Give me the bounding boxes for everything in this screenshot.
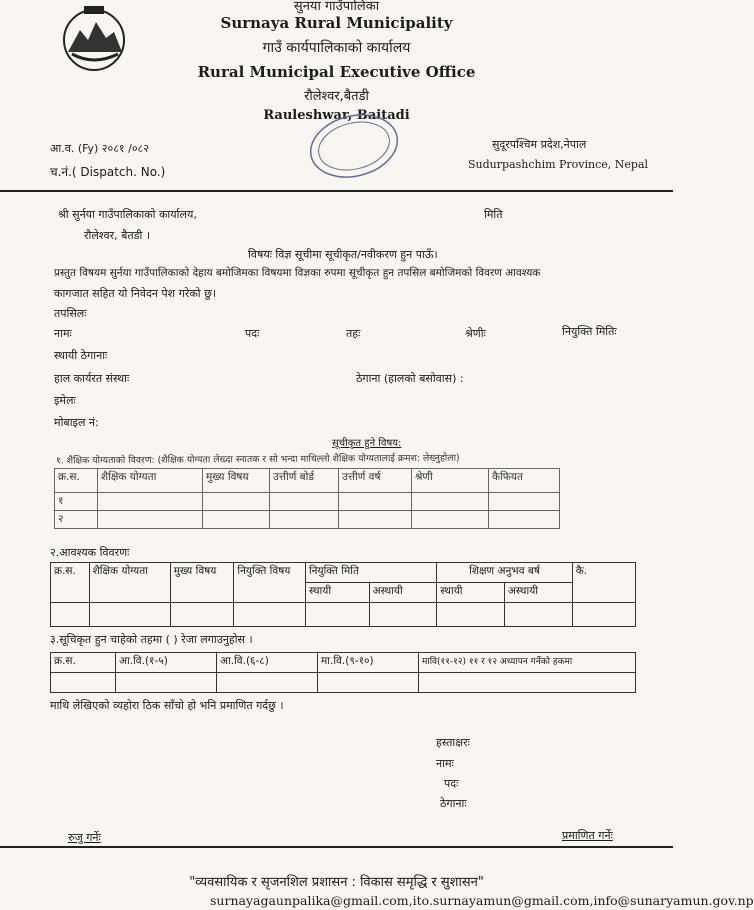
sign-label: हस्ताक्षरः — [436, 736, 470, 749]
sec2-h-sn: क्र.स. — [51, 563, 90, 603]
sec1-h-division: श्रेणी — [412, 469, 489, 493]
office-en: Rural Municipal Executive Office — [197, 63, 476, 81]
location-np: रौलेश्वर,बैतडी — [304, 89, 369, 104]
sec2-title: २.आवश्यक विवरणः — [50, 546, 130, 559]
sec3-title: ३.सूचिकृत हुन चाहेको तहमा ( ) रेजा लगाउनुहोस । — [50, 633, 253, 646]
to-line-2: रौलेश्वर, बैतडी । — [84, 229, 151, 242]
subject: विषयः विज्ञ सूचीमा सूचीकृत/नवीकरण हुन पाऊँ। — [248, 248, 438, 261]
sec3-h-secondary-11-12: मावि(११-१२) ११ र १२ अध्यापन गर्नेको हकमा — [419, 653, 636, 673]
name-label: नामः — [54, 327, 72, 340]
fiscal-year: आ.व. (Fy) २०८१ /०८२ — [50, 142, 149, 155]
class-label: श्रेणीः — [465, 327, 486, 340]
sec2-table — [50, 562, 636, 627]
sec1-title: १. शैक्षिक योग्यताको विवरण: (शैक्षिक योग्यता लेख्दा स्नातक र सो भन्दा माथिल्लो शैक्षिक योग्यतालाई क्रमश: लेख्नुहोला) — [55, 452, 460, 467]
section-title: सूचीकृत हुने विषय: — [332, 438, 402, 449]
municipality-np: सुनया गाउँपालिका — [293, 0, 380, 14]
email-label: इमेलः — [54, 394, 76, 407]
table-row — [51, 673, 636, 693]
footer-emails: surnayagaunpalika@gmail.com,ito.surnayamun@gmail.com,info@sunaryamun.gov.np — [210, 893, 754, 908]
sec1-h-year: उत्तीर्ण वर्ष — [339, 469, 412, 493]
location-en: Rauleshwar, Baitadi — [263, 108, 410, 123]
current-address-label: ठेगाना (हालको बसोवास) : — [356, 372, 464, 385]
municipality-en: Surnaya Rural Municipality — [220, 14, 453, 32]
sec3-h-basic-6-8: आ.वि.(६-८) — [217, 653, 318, 673]
office-stamp — [306, 112, 402, 180]
sign-post-label: पदः — [444, 777, 459, 790]
para-line-2: कागजात सहित यो निवेदन पेश गरेको छु। — [54, 287, 216, 300]
mobile-label: मोबाइल नं: — [54, 416, 99, 429]
footer-divider — [0, 846, 673, 848]
sec2-sub-perm-1: स्थायी — [305, 583, 369, 603]
tapasil: तपसिलः — [54, 307, 87, 320]
to-line-1: श्री सुर्नया गाउँपालिकाको कार्यालय, — [58, 208, 197, 221]
province-en: Sudurpashchim Province, Nepal — [468, 158, 649, 171]
sec3-h-basic-1-5: आ.वि.(१-५) — [116, 653, 217, 673]
sec2-sub-perm-2: स्थायी — [437, 583, 505, 603]
certified-by: प्रमाणित गर्नेः — [562, 829, 613, 842]
para-line-1: प्रस्तुत विषयम सुर्नया गाउँपालिकाको देहाय बमोजिमका विषयमा विज्ञका रुपमा सूचीकृत हुन तपसिल बमोजिमको विवरण आवश्यक — [54, 267, 541, 279]
post-label: पदः — [245, 327, 260, 340]
current-org-label: हाल कार्यरत संस्थाः — [54, 372, 130, 385]
sec2-h-qual: शैक्षिक योग्यता — [89, 563, 170, 603]
sec1-h-sn: क्र.स. — [55, 469, 98, 493]
sec1-h-remarks: कैफियत — [489, 469, 560, 493]
checked-by: रुजु गर्नेः — [68, 831, 101, 844]
header-divider — [0, 190, 673, 192]
sec2-h-remarks: कै. — [572, 563, 635, 603]
office-np: गाउँ कार्यपालिकाको कार्यालय — [262, 40, 411, 56]
certify-text: माथि लेखिएको व्यहोरा ठिक साँचो हो भनि प्रमाणित गर्दछु । — [50, 699, 284, 712]
dispatch-no: च.नं.( Dispatch. No.) — [50, 165, 166, 179]
sec2-h-experience: शिक्षण अनुभव बर्ष — [437, 563, 572, 583]
sec1-h-board: उत्तीर्ण बोर्ड — [270, 469, 339, 493]
sec1-row-1: १ — [55, 493, 98, 511]
sign-name-label: नामः — [436, 757, 454, 770]
sign-address-label: ठेगानाः — [440, 797, 467, 810]
sec1-row-2: २ — [55, 511, 98, 529]
sec2-h-subject: मुख्य विषय — [170, 563, 234, 603]
table-row — [51, 603, 636, 627]
slogan: "व्यवसायिक र सृजनशिल प्रशासन : विकास समृद्धि र सुशासन" — [189, 875, 484, 890]
table-row — [55, 493, 560, 511]
sec1-h-subject: मुख्य विषय — [203, 469, 270, 493]
sec2-h-appoint-subject: नियुक्ति विषय — [234, 563, 306, 603]
sec3-h-sn: क्र.स. — [51, 653, 116, 673]
table-row — [55, 511, 560, 529]
appoint-date-label: नियुक्ति मितिः — [562, 325, 617, 338]
level-label: तहः — [346, 327, 361, 340]
sec1-table — [54, 468, 560, 529]
sec2-sub-temp-1: अस्थायी — [369, 583, 437, 603]
sec3-h-secondary-9-10: मा.वि.(९-१०) — [318, 653, 419, 673]
sec3-table — [50, 652, 636, 693]
date-label: मिति — [484, 208, 503, 221]
province-np: सुदूरपश्चिम प्रदेश,नेपाल — [492, 138, 587, 151]
sec2-h-appoint-date: नियुक्ति मिति — [305, 563, 436, 583]
sec2-sub-temp-2: अस्थायी — [504, 583, 572, 603]
sec1-h-qual: शैक्षिक योग्यता — [98, 469, 203, 493]
perm-address-label: स्थायी ठेगानाः — [54, 349, 108, 362]
